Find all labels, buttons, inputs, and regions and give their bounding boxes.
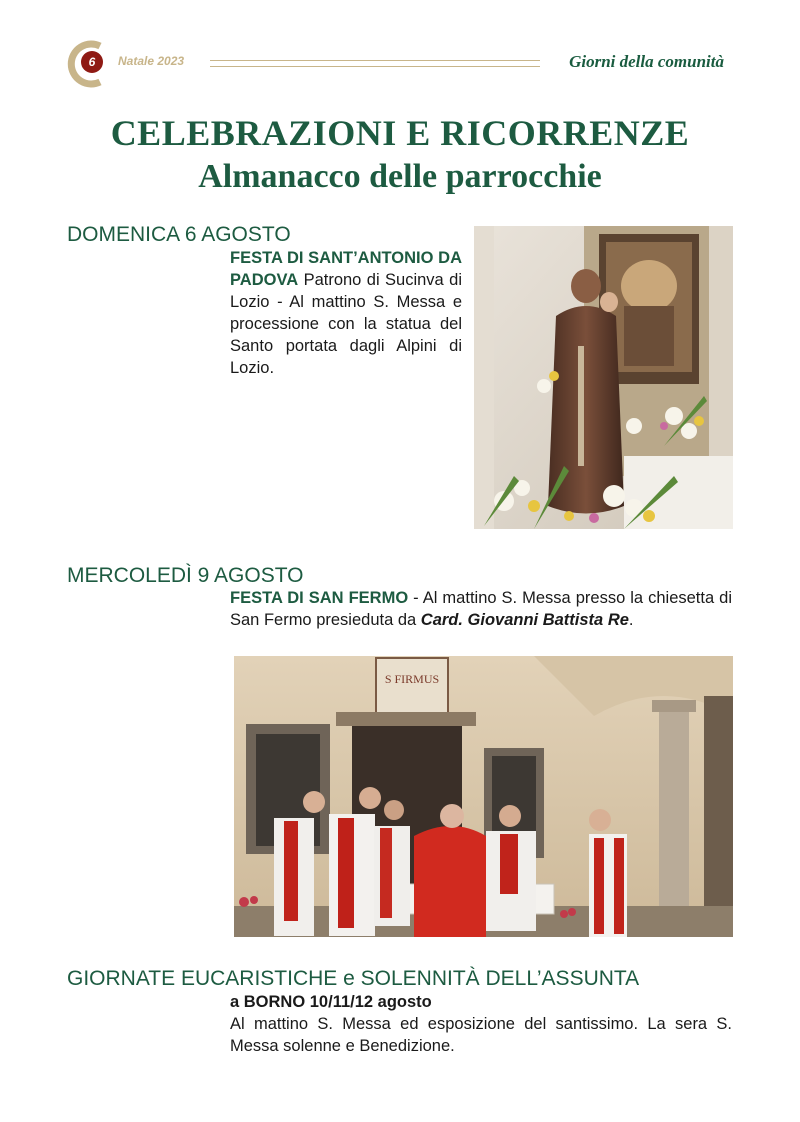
celebrant-name: Card. Giovanni Battista Re [420, 611, 629, 629]
entry-subheading: a BORNO 10/11/12 agosto [230, 993, 432, 1011]
church-sign-text: S FIRMUS [384, 672, 440, 686]
header-rule [210, 60, 540, 67]
issue-label: Natale 2023 [118, 54, 185, 68]
page-title: CELEBRAZIONI E RICORRENZE [110, 113, 690, 153]
entry-description: Patrono di Sucinva di Lozio - Al mattino S. Messa e processione con la statua del Santo portata dagli Alpini di Lozio. [230, 271, 462, 377]
entry-date: MERCOLEDÌ 9 AGOSTO [67, 564, 304, 587]
saint-anthony-statue-photo [474, 226, 733, 529]
entry-text [230, 587, 732, 631]
entry-date: GIORNATE EUCARISTICHE e SOLENNITÀ DELL’ASSUNTA [67, 967, 640, 990]
page-header [62, 40, 738, 90]
entry-highlight: FESTA DI SAN FERMO [230, 589, 409, 607]
entry-description-end: . [628, 611, 634, 629]
entry-text [230, 247, 462, 379]
page-number: 6 [81, 51, 103, 73]
section-name: Giorni della comunità [569, 52, 724, 71]
entry-highlight: FESTA DI SANT’ANTONIO DA PADOVA [230, 249, 462, 289]
entry-description: Al mattino S. Messa ed esposizione del santissimo. La sera S. Messa solenne e Benedizione. [230, 1015, 732, 1055]
san-fermo-mass-photo [234, 656, 733, 937]
page-subtitle: Almanacco delle parrocchie [198, 158, 602, 195]
entry-description: - Al mattino S. Messa presso la chiesetta di San Fermo presieduta da [230, 589, 732, 629]
entry-date: DOMENICA 6 AGOSTO [67, 223, 291, 246]
